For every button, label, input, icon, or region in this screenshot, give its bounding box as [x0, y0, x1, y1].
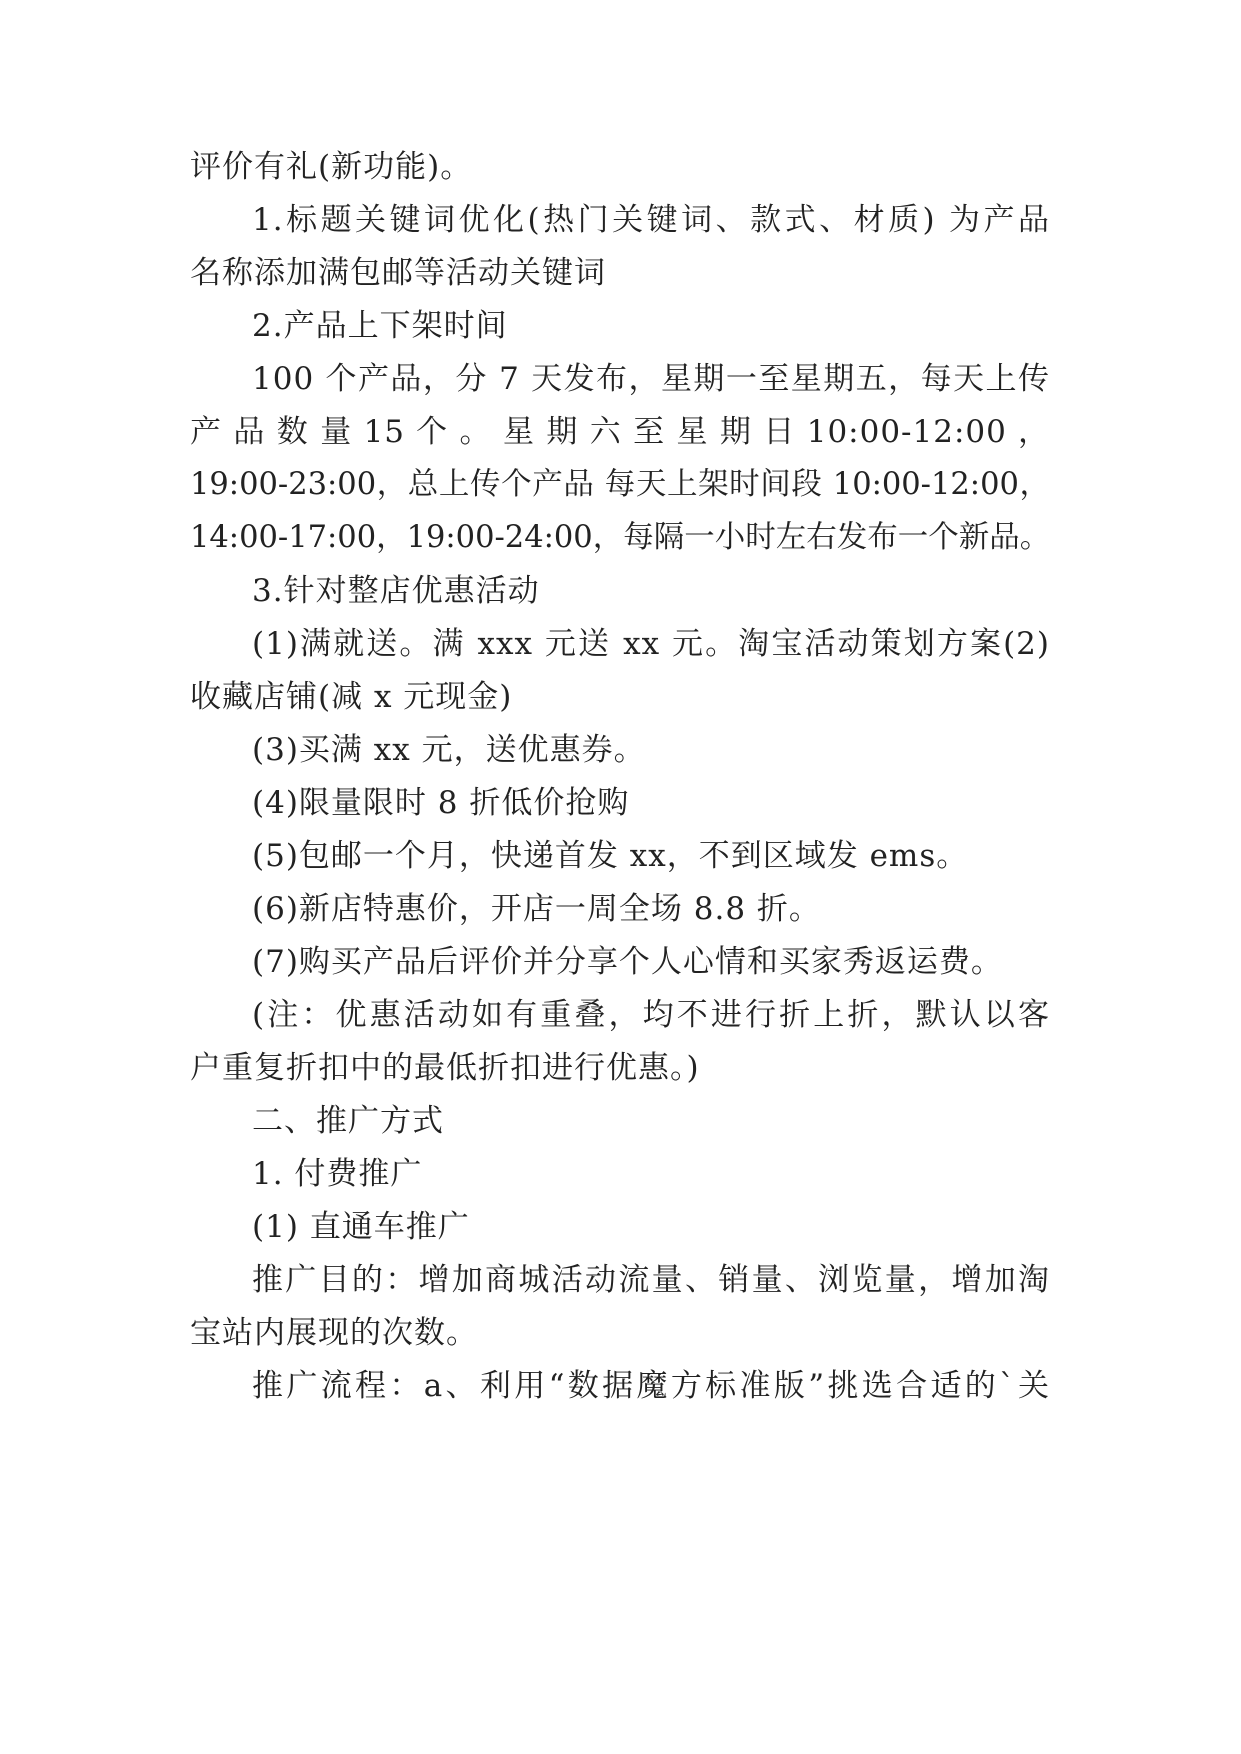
paragraph-line: 1.标题关键词优化(热门关键词、款式、材质) 为产品: [252, 202, 1050, 238]
paragraph-line: (4)限量限时 8 折低价抢购: [252, 785, 630, 821]
paragraph-line: (1)满就送。满 xxx 元送 xx 元。淘宝活动策划方案(2): [252, 626, 1050, 662]
paragraph-line: 产 品 数 量 15 个 。 星 期 六 至 星 期 日 10:00-12:00 ，: [190, 414, 1050, 450]
paragraph-line: 推广流程：a、利用“数据魔方标准版”挑选合适的`关: [252, 1368, 1050, 1404]
paragraph-line: 3.针对整店优惠活动: [252, 573, 540, 609]
paragraph-line: 收藏店铺(减 x 元现金): [190, 679, 513, 715]
paragraph-line: (6)新店特惠价，开店一周全场 8.8 折。: [252, 891, 821, 927]
section-heading: 二、推广方式: [252, 1103, 444, 1139]
paragraph-line: 19:00-23:00，总上传个产品 每天上架时间段 10:00-12:00，: [190, 467, 1050, 502]
paragraph-line: (5)包邮一个月，快递首发 xx，不到区域发 ems。: [252, 838, 969, 874]
subsection-heading: 1. 付费推广: [252, 1156, 423, 1192]
paragraph-line: (3)买满 xx 元，送优惠券。: [252, 732, 646, 768]
paragraph-line: 14:00-17:00，19:00-24:00，每隔一小时左右发布一个新品。: [190, 520, 1051, 555]
paragraph-line: (7)购买产品后评价并分享个人心情和买家秀返运费。: [252, 944, 1003, 980]
paragraph-line: 推广目的：增加商城活动流量、销量、浏览量，增加淘: [252, 1262, 1050, 1298]
paragraph-line: 宝站内展现的次数。: [190, 1315, 478, 1351]
paragraph-line: 户重复折扣中的最低折扣进行优惠。): [190, 1050, 700, 1086]
paragraph-line: 评价有礼(新功能)。: [190, 149, 473, 185]
paragraph-line: (注：优惠活动如有重叠，均不进行折上折，默认以客: [252, 997, 1050, 1033]
paragraph-line: 100 个产品，分 7 天发布，星期一至星期五，每天上传: [252, 361, 1050, 397]
paragraph-line: 2.产品上下架时间: [252, 308, 508, 344]
paragraph-line: 名称添加满包邮等活动关键词: [190, 255, 606, 291]
subsection-heading: (1) 直通车推广: [252, 1209, 470, 1245]
